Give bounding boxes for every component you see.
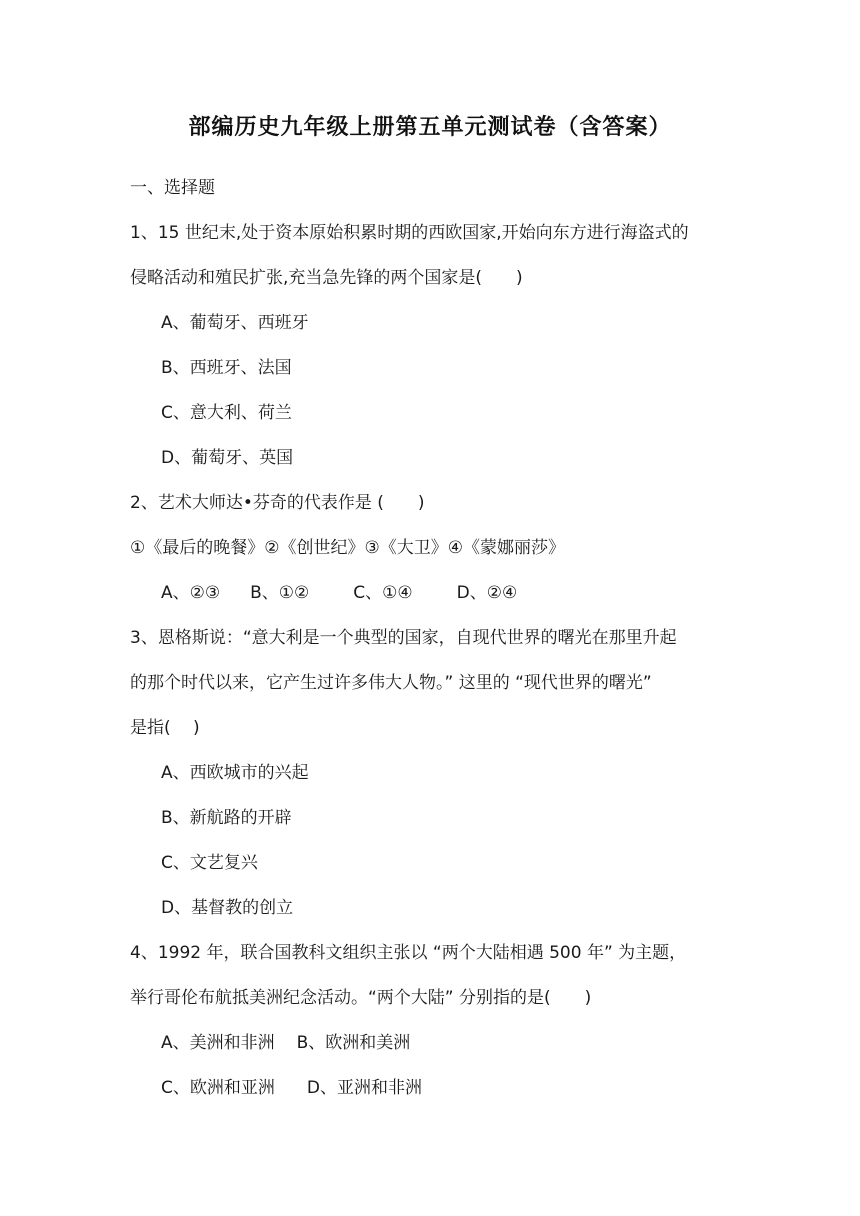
- section-heading: 一、选择题: [130, 178, 215, 198]
- question-2-option-d: D、②④: [456, 583, 518, 603]
- question-2-line-1: 2、艺术大师达•芬奇的代表作是 ( ): [130, 493, 425, 513]
- question-2-option-c: C、①④: [353, 583, 413, 603]
- question-2-options-row: [161, 580, 517, 606]
- question-4-options-row-1: [161, 1030, 410, 1056]
- question-3-option-a: A、西欧城市的兴起: [161, 763, 309, 783]
- question-2-line-2: ①《最后的晚餐》②《创世纪》③《大卫》④《蒙娜丽莎》: [130, 538, 565, 558]
- question-4-option-c: C、欧洲和亚洲: [161, 1078, 275, 1098]
- question-3-line-2: 的那个时代以来，它产生过许多伟大人物。” 这里的 “现代世界的曙光”: [130, 673, 652, 693]
- question-2-option-a: A、②③: [161, 583, 221, 603]
- question-1-option-c: C、意大利、荷兰: [161, 403, 292, 423]
- question-1-line-2: 侵略活动和殖民扩张,充当急先锋的两个国家是( ): [130, 268, 523, 288]
- question-4-line-1: 4、1992 年，联合国教科文组织主张以 “两个大陆相遇 500 年” 为主题，: [130, 943, 687, 963]
- question-1-line-1: 1、15 世纪末,处于资本原始积累时期的西欧国家,开始向东方进行海盗式的: [130, 223, 689, 243]
- question-3-option-c: C、文艺复兴: [161, 853, 258, 873]
- question-1-option-d: D、葡萄牙、英国: [161, 448, 294, 468]
- question-3-option-d: D、基督教的创立: [161, 898, 294, 918]
- document-title: 部编历史九年级上册第五单元测试卷（含答案）: [188, 115, 672, 140]
- question-4-option-d: D、亚洲和非洲: [306, 1078, 422, 1098]
- question-3-line-1: 3、恩格斯说：“意大利是一个典型的国家，自现代世界的曙光在那里升起: [130, 628, 677, 648]
- question-1-option-b: B、西班牙、法国: [161, 358, 292, 378]
- question-2-option-b: B、①②: [250, 583, 310, 603]
- question-3-option-b: B、新航路的开辟: [161, 808, 292, 828]
- question-4-line-2: 举行哥伦布航抵美洲纪念活动。“两个大陆” 分别指的是( ): [130, 988, 592, 1008]
- question-4-option-a: A、美洲和非洲: [161, 1033, 275, 1053]
- question-4-options-row-2: [161, 1075, 422, 1101]
- question-4-option-b: B、欧洲和美洲: [296, 1033, 411, 1053]
- question-1-option-a: A、葡萄牙、西班牙: [161, 313, 309, 333]
- question-3-line-3: 是指( ): [130, 718, 200, 738]
